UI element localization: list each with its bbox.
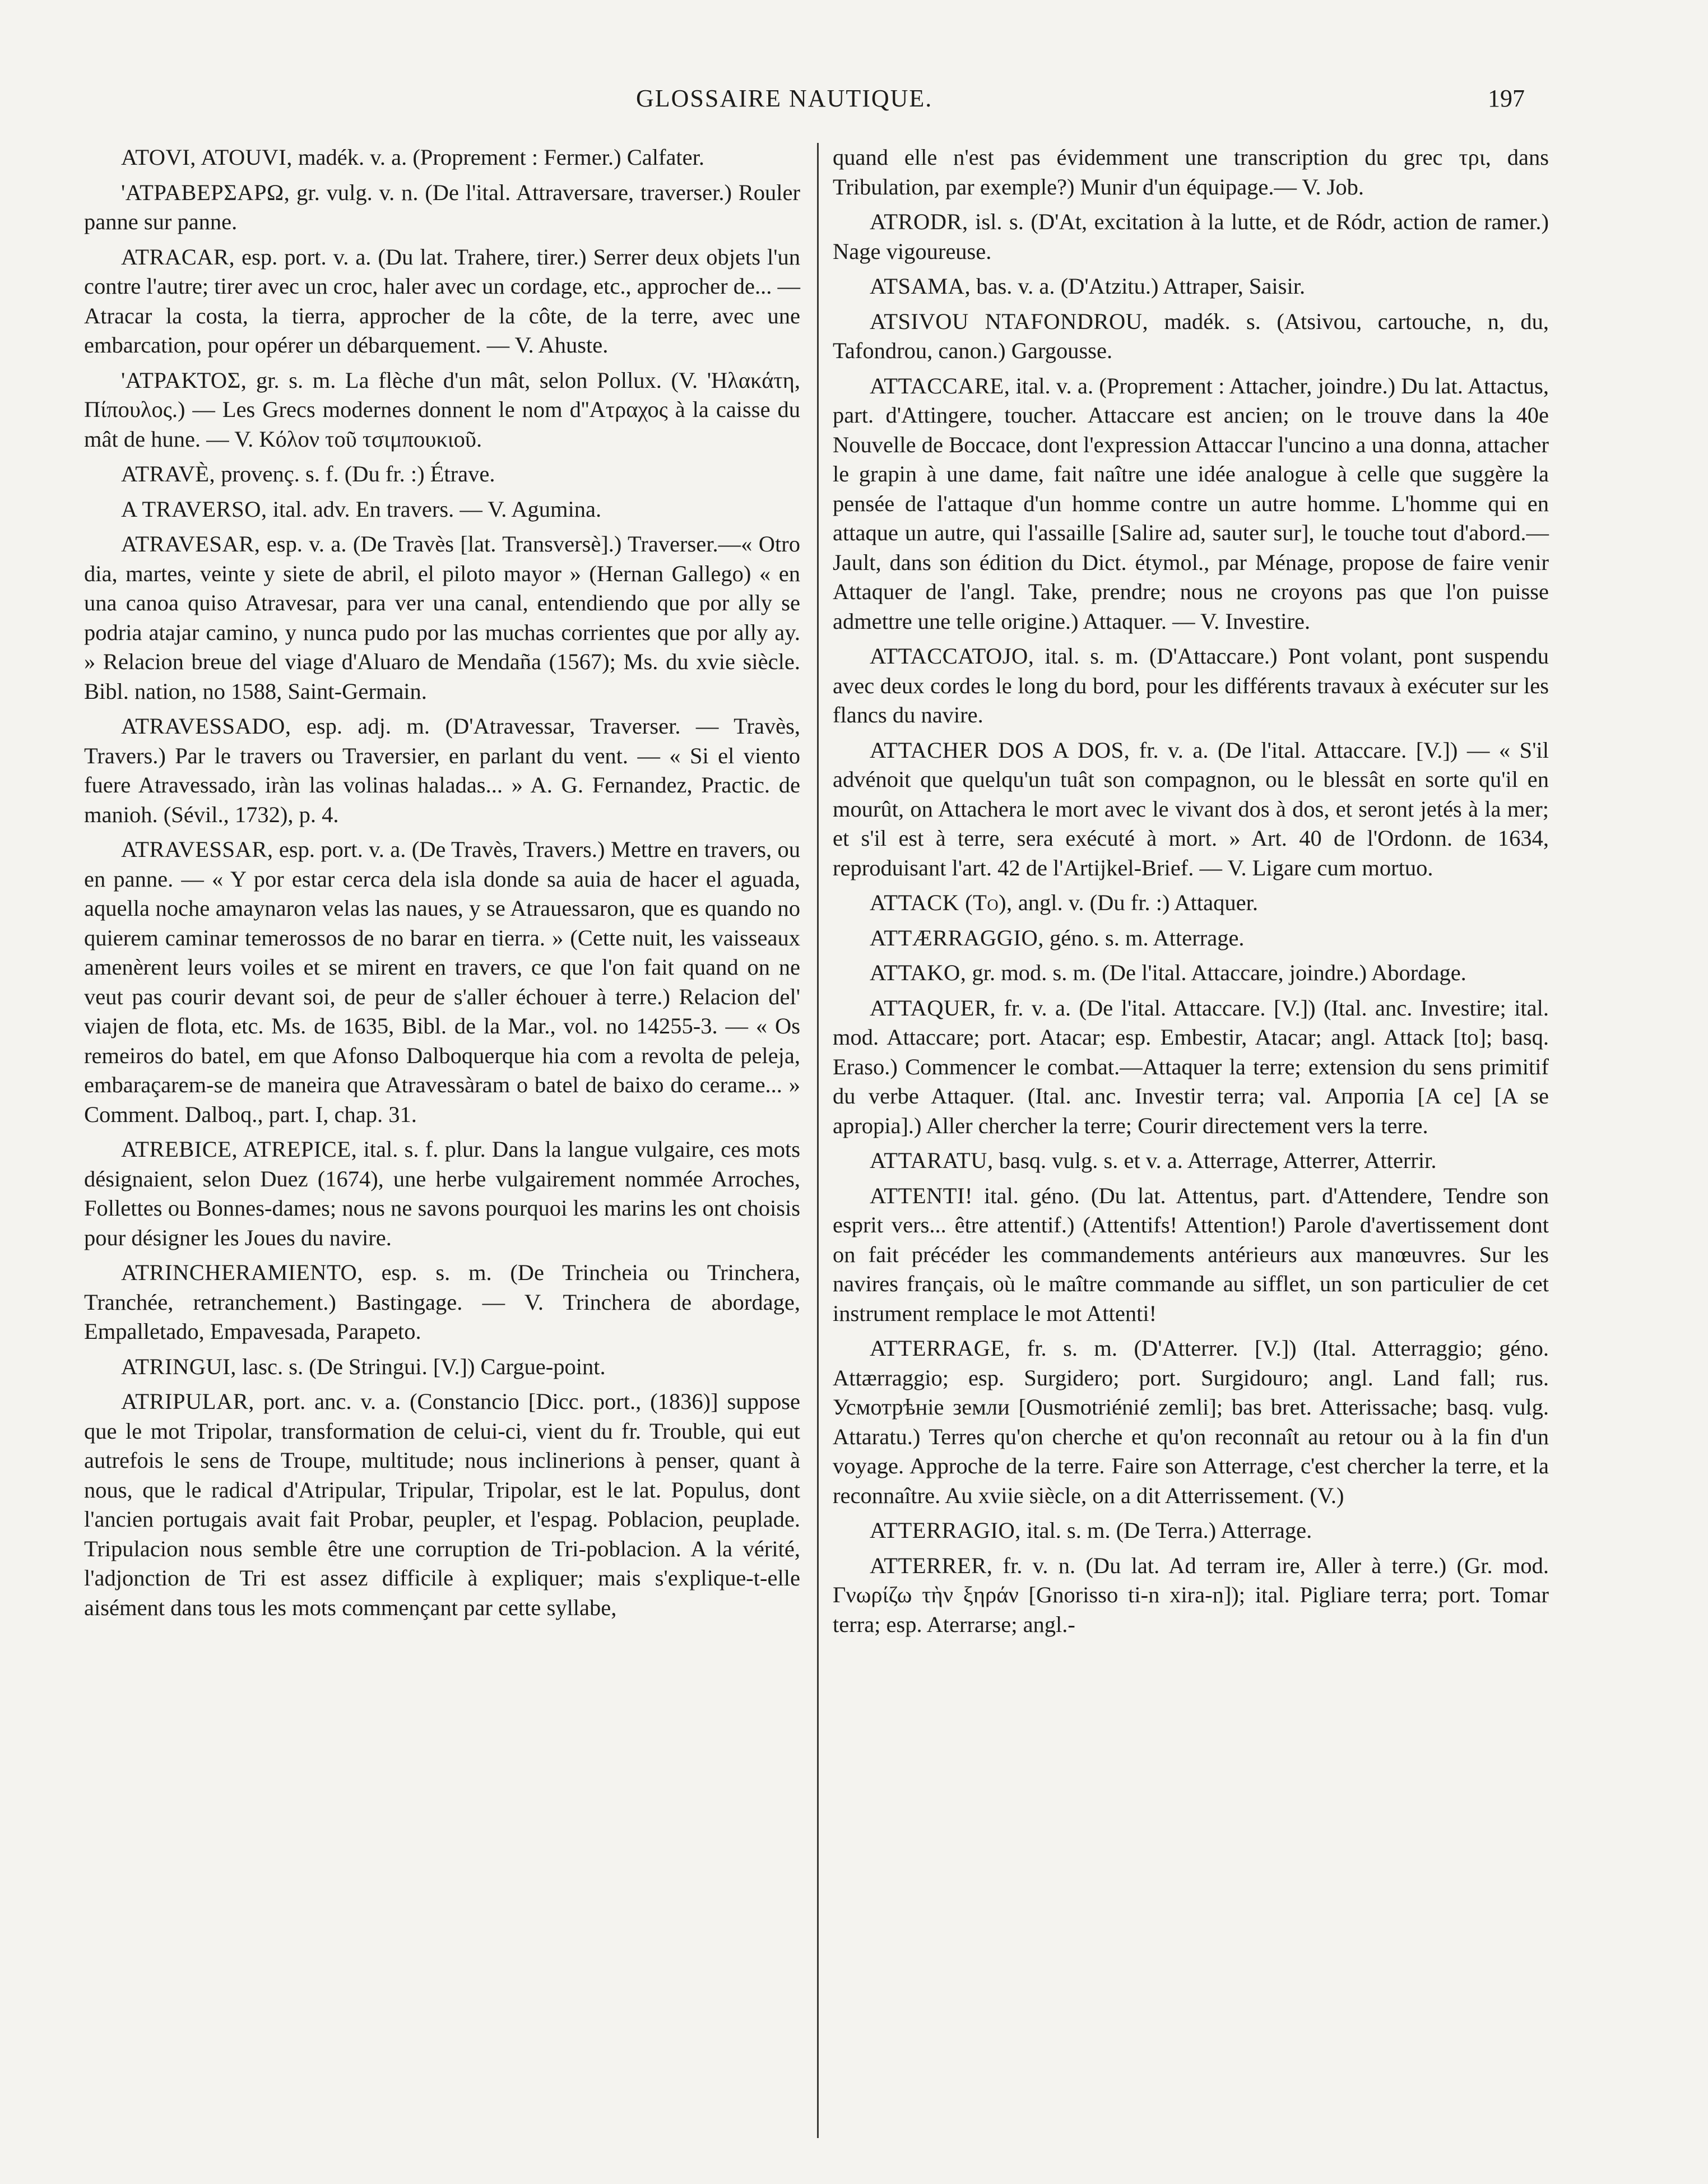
entry-headword: ATTAKO,	[870, 960, 967, 985]
entry-definition: ital. s. m. (D'Attaccare.) Pont volant, pont suspendu avec deux cordes le long du bord, pour les différents travaux à exécuter sur les flancs du navire.	[833, 643, 1549, 727]
entry-headword: ATOVI, ATOUVI,	[121, 145, 293, 170]
glossary-entry	[833, 736, 1549, 883]
glossary-entry	[84, 1387, 800, 1622]
entry-headword: ATRAVÈ,	[121, 461, 216, 486]
glossary-entry	[84, 1135, 800, 1253]
entry-definition: gr. vulg. v. n. (De l'ital. Attraversare, traverser.) Rouler panne sur panne.	[84, 179, 800, 234]
glossary-entry	[833, 207, 1549, 266]
glossary-entry	[833, 888, 1549, 918]
glossary-entry	[833, 307, 1549, 366]
entry-definition: lasc. s. (De Stringui. [V.]) Cargue-point.	[236, 1353, 606, 1379]
entry-definition: madék. s. (Atsivou, cartouche, n, du, Tafondrou, canon.) Gargousse.	[833, 308, 1549, 363]
entry-definition: gr. mod. s. m. (De l'ital. Attaccare, joindre.) Abordage.	[966, 960, 1466, 985]
column-divider	[817, 143, 819, 2138]
entry-headword: ATTAQUER,	[870, 995, 996, 1021]
entry-headword: 'ΑΤΡΑΚΤΟΣ,	[121, 367, 247, 393]
entry-definition: angl. v. (Du fr. :) Attaquer.	[1012, 890, 1258, 915]
entry-definition: basq. vulg. s. et v. a. Atterrage, Atterrer, Atterrir.	[993, 1148, 1437, 1173]
entry-definition: esp. port. v. a. (De Travès, Travers.) Mettre en travers, ou en panne. — « Y por estar cerca dela isla donde sa auia de hacer el aguada, aquella noche amaynaron velas las naues, y se Atrauessaron, que es quando no quierem caminar temerossos de no barar en tierra. » (Cette nuit, les vaisseaux amenèrent leurs voiles et se mirent en travers, ce que l'on fait quand on ne veut pas courir devant soi, de peur de s'aller échouer à terre.) Relacion del' viajen de flota, etc. Ms. de 1635, Bibl. de la Mar., vol. no 14255-3. — « Os remeiros do batel, em que Afonso Dalboquerque hia com a revolta de peleja, embaraçarem-se de maneira que Atravessàram o batel de baixo do cerame... » Comment. Dalboq., part. I, chap. 31.	[84, 837, 800, 1127]
entry-headword: ATTENTI!	[870, 1183, 973, 1208]
entry-headword: ATTÆRRAGGIO,	[870, 925, 1044, 950]
glossary-entry	[84, 366, 800, 455]
entry-definition: ital. adv. En travers. — V. Agumina.	[267, 496, 602, 522]
entry-definition: esp. adj. m. (D'Atravessar, Traverser. — Travès, Travers.) Par le travers ou Traversier, en parlant du vent. — « Si el viento fuere Atravessado, iràn las volinas haladas... » A. G. Fernandez, Practic. de manioh. (Sévil., 1732), p. 4.	[84, 713, 800, 827]
glossary-entry	[833, 1181, 1549, 1329]
entry-definition: ital. v. a. (Proprement : Attacher, joindre.) Du lat. Attactus, part. d'Attingere, toucher. Attaccare est ancien; on le trouve dans la 40e Nouvelle de Boccace, dont l'expression Attaccar l'uncino a una donna, attacher le grapin à une dame, fait naître une idée analogue à celle que suggère la pensée de l'attaque d'un homme contre un autre homme. L'homme qui en attaque un autre, qui l'assaille [Salire ad, sauter sur], le touche tout d'abord.—Jault, dans son édition du Dict. étymol., par Ménage, propose de faire venir Attaquer de l'angl. Take, prendre; nous ne croyons pas que l'on puisse admettre une telle origine.) Attaquer. — V. Investire.	[833, 373, 1549, 634]
entry-definition: bas. v. a. (D'Atzitu.) Attraper, Saisir.	[971, 273, 1306, 299]
entry-definition: port. anc. v. a. (Constancio [Dicc. port., (1836)] suppose que le mot Tripolar, transformation de celui-ci, vient du fr. Trouble, qui eut autrefois le sens de Troupe, multitude; nous inclinerions à penser, quant à nous, que le radical d'Atripular, Tripular, Tripolar, est le lat. Populus, dont l'ancien portugais avait fait Probar, peupler, et l'espag. Poblacion, peuplade. Tripulacion nous semble être une corruption de Tri-poblacion. A la vérité, l'adjonction de Tri est assez difficile à expliquer; mais s'explique-t-elle aisément dans tous les mots commençant par cette syllabe,	[84, 1389, 800, 1620]
entry-headword: ATRAVESAR,	[121, 531, 261, 557]
entry-definition: ital. s. m. (De Terra.) Atterrage.	[1020, 1518, 1312, 1543]
glossary-entry	[84, 1352, 800, 1382]
entry-headword: 'ΑΤΡΑΒΕΡΣΑΡΩ,	[121, 179, 290, 205]
entry-definition: géno. s. m. Atterrage.	[1043, 925, 1245, 950]
entry-headword: ATRAVESSAR,	[121, 837, 273, 862]
entry-headword: ATSIVOU NTAFONDROU,	[870, 308, 1149, 334]
entry-headword: ATRIPULAR,	[121, 1389, 254, 1414]
entry-headword: ATRODR,	[870, 209, 968, 234]
entry-headword: ATRINCHERAMIENTO,	[121, 1260, 363, 1285]
entry-definition: ital. s. f. plur. Dans la langue vulgaire, ces mots désignaient, selon Duez (1674), une herbe vulgairement nommée Arroches, Follettes ou Bonnes-dames; nous ne savons pourquoi les marins les ont choisis pour désigner les Joues du navire.	[84, 1137, 801, 1250]
glossary-entry	[84, 495, 800, 525]
glossary-entry	[833, 958, 1549, 988]
glossary-entry	[84, 460, 800, 489]
entry-definition: ital. géno. (Du lat. Attentus, part. d'Attendere, Tendre son esprit vers... être attentif.) (Attentifs! Attention!) Parole d'avertissement dont on fait précéder les commandements antérieurs aux manœuvres. Sur les navires français, où le maître commande au sifflet, un son particulier de cet instrument remplace le mot Attenti!	[833, 1183, 1549, 1326]
entry-headword: ATRINGUI,	[121, 1353, 236, 1379]
glossary-entry-continuation	[833, 143, 1549, 202]
entry-headword: ATSAMA,	[870, 273, 971, 299]
entry-definition: esp. s. m. (De Trincheia ou Trinchera, Tranchée, retranchement.) Bastingage. — V. Trinchera de abordage, Empalletado, Empavesada, Parapeto.	[84, 1260, 800, 1344]
entry-headword: ATTARATU,	[870, 1148, 994, 1173]
glossary-entry	[833, 1516, 1549, 1546]
glossary-entry	[84, 712, 800, 829]
running-head	[0, 84, 1708, 123]
entry-headword: ATTACK (To),	[870, 890, 1013, 915]
entry-definition: gr. s. m. La flèche d'un mât, selon Pollux. (V. 'Ηλακάτη, Πίπουλος.) — Les Grecs modernes donnent le nom d''Ατραχος à la caisse du mât de hune. — V. Κόλον τοῦ τσιμπουκιοῦ.	[84, 367, 800, 452]
glossary-entry	[833, 924, 1549, 953]
entry-headword: ATTERRER,	[870, 1552, 993, 1578]
glossary-entry	[84, 1258, 800, 1347]
glossary-entry	[833, 642, 1549, 730]
right-column	[833, 143, 1549, 1645]
entry-definition: fr. s. m. (D'Atterrer. [V.]) (Ital. Atterraggio; géno. Attærraggio; esp. Surgidero; port. Surgidouro; angl. Land fall; rus. Усмотрѣніе земли [Ousmotriénié zemli]; bas bret. Atterissache; basq. vulg. Attaratu.) Terres qu'on cherche et qu'on reconnaît au retour ou à la fin d'un voyage. Approche de la terre. Faire son Atterrage, c'est chercher la terre, et la reconnaître. Au xviie siècle, on a dit Atterrissement. (V.)	[833, 1336, 1549, 1508]
entry-definition: fr. v. a. (De l'ital. Attaccare. [V.]) — « S'il advénoit que quelqu'un tuât son compagnon, ou le blessât en sorte qu'il en mourût, on Attachera le mort avec le vivant dos à dos, et seront jetés à la mer; et s'il est à terre, sera exécuté à mort. » Art. 40 de l'Ordonn. de 1634, reproduisant l'art. 42 de l'Artijkel-Brief. — V. Ligare cum mortuo.	[833, 737, 1549, 880]
entry-headword: ATTACHER DOS A DOS,	[870, 737, 1130, 763]
entry-headword: ATTERRAGIO,	[870, 1518, 1021, 1543]
glossary-entry	[84, 530, 800, 706]
glossary-entry	[833, 1334, 1549, 1510]
page-number: 197	[1488, 85, 1525, 112]
glossary-entry	[833, 272, 1549, 302]
glossary-entry	[84, 835, 800, 1129]
entry-definition: fr. v. a. (De l'ital. Attaccare. [V.]) (Ital. anc. Investire; ital. mod. Attaccare; port. Atacar; esp. Embestir, Atacar; angl. Attack [to]; basq. Eraso.) Commencer le combat.—Attaquer la terre; extension du sens primitif du verbe Attaquer. (Ital. anc. Investir terra; val. Апропiа [A ce] [A se apropia].) Aller chercher la terre; Courir directement vers la terre.	[833, 995, 1549, 1138]
entry-definition: provenç. s. f. (Du fr. :) Étrave.	[215, 461, 495, 486]
entry-headword: ATTACCARE,	[870, 373, 1010, 398]
entry-headword: A TRAVERSO,	[121, 496, 267, 522]
glossary-entry	[833, 372, 1549, 637]
glossary-entry	[833, 1551, 1549, 1640]
entry-headword: ATTERRAGE,	[870, 1336, 1011, 1361]
glossary-entry	[833, 994, 1549, 1141]
entry-headword: ATRAVESSADO,	[121, 713, 291, 739]
glossary-entry	[84, 178, 800, 237]
entry-definition: quand elle n'est pas évidemment une transcription du grec τρι, dans Tribulation, par exemple?) Munir d'un équipage.— V. Job.	[833, 145, 1549, 200]
entry-definition: fr. v. n. (Du lat. Ad terram ire, Aller à terre.) (Gr. mod. Γνωρίζω τὴν ξηράν [Gnorisso ti-n xira-n]); ital. Pigliare terra; port. Tomar terra; esp. Aterrarse; angl.-	[833, 1552, 1549, 1637]
entry-definition: esp. port. v. a. (Du lat. Trahere, tirer.) Serrer deux objets l'un contre l'autre; tirer avec un croc, haler avec un cordage, etc., approcher de... — Atracar la costa, la tierra, approcher de la côte, de la terre, avec une embarcation, pour opérer un débarquement. — V. Ahuste.	[84, 244, 800, 358]
entry-headword: ATREBICE, ATREPICE,	[121, 1137, 358, 1162]
entry-headword: ATTACCATOJO,	[870, 643, 1034, 669]
entry-definition: isl. s. (D'At, excitation à la lutte, et de Ródr, action de ramer.) Nage vigoureuse.	[833, 209, 1549, 264]
glossary-entry	[84, 243, 800, 360]
glossary-entry	[84, 143, 800, 173]
entry-definition: madék. v. a. (Proprement : Fermer.) Calfater.	[292, 145, 705, 170]
entry-headword: ATRACAR,	[121, 244, 235, 270]
left-column	[84, 143, 800, 1628]
glossary-entry	[833, 1146, 1549, 1176]
entry-definition: esp. v. a. (De Travès [lat. Transversè].) Traverser.—« Otro dia, martes, veinte y siete de abril, el piloto mayor » (Hernan Gallego) « en una canoa quiso Atravesar, para ver una canal, entendiendo que por ally se podria atajar camino, y nunca pudo por las muchas corrientes que por ally ay. » Relacion breue del viage d'Aluaro de Mendaña (1567); Ms. du xvie siècle. Bibl. nation, no 1588, Saint-Germain.	[84, 531, 800, 704]
running-title: GLOSSAIRE NAUTIQUE.	[636, 85, 933, 112]
